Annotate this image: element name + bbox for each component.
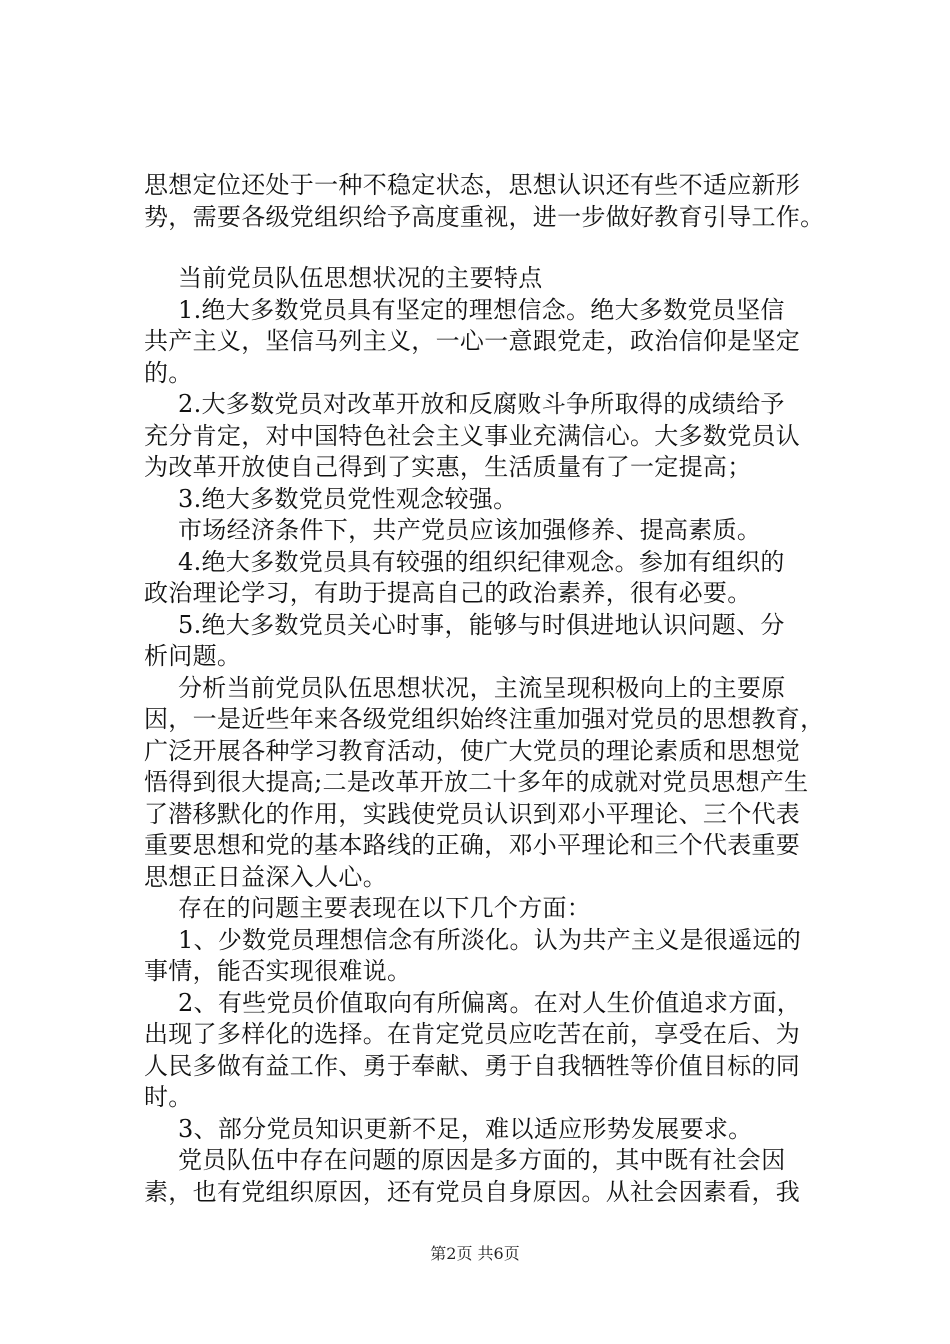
text-line: 共产主义，坚信马列主义，一心一意跟党走，政治信仰是坚定 [144,327,801,355]
text-line: 人民多做有益工作、勇于奉献、勇于自我牺牲等价值目标的同 [144,1051,801,1080]
text-line: 2、有些党员价值取向有所偏离。在对人生价值追求方面， [178,988,802,1017]
text-line: 4.绝大多数党员具有较强的组织纪律观念。参加有组织的 [178,547,785,576]
text-line: 素，也有党组织原因，还有党员自身原因。从社会因素看，我 [144,1177,801,1206]
text-line: 5.绝大多数党员关心时事，能够与时俱进地认识问题、分 [178,610,785,639]
text-line: 因，一是近些年来各级党组织始终注重加强对党员的思想教育， [144,705,825,733]
text-line: 市场经济条件下，共产党员应该加强修养、提高素质。 [178,516,762,544]
text-line: 党员队伍中存在问题的原因是多方面的，其中既有社会因 [178,1146,786,1174]
text-line: 悟得到很大提高;二是改革开放二十多年的成就对党员思想产生 [144,768,809,796]
text-line: 存在的问题主要表现在以下几个方面： [178,894,592,922]
text-line: 充分肯定，对中国特色社会主义事业充满信心。大多数党员认 [144,421,801,450]
text-line: 的。 [144,358,193,387]
paragraph-gap [144,233,816,263]
text-line: 重要思想和党的基本路线的正确，邓小平理论和三个代表重要 [144,831,801,859]
page-number-label: 第2页 共6页 [430,1244,520,1263]
text-line: 思想定位还处于一种不稳定状态，思想认识还有些不适应新形 [144,171,801,199]
text-line: 3.绝大多数党员党性观念较强。 [178,484,518,513]
text-line: 时。 [144,1083,193,1111]
text-line: 了潜移默化的作用，实践使党员认识到邓小平理论、三个代表 [144,799,801,828]
text-line: 2.大多数党员对改革开放和反腐败斗争所取得的成绩给予 [178,390,785,418]
text-line: 析问题。 [144,642,242,670]
text-line: 广泛开展各种学习教育活动，使广大党员的理论素质和思想觉 [144,736,801,765]
text-line: 1.绝大多数党员具有坚定的理想信念。绝大多数党员坚信 [178,295,785,324]
text-line: 事情，能否实现很难说。 [144,957,412,985]
text-line: 1、少数党员理想信念有所淡化。认为共产主义是很遥远的 [178,925,802,954]
page-footer [0,1241,950,1264]
text-line: 为改革开放使自己得到了实惠，生活质量有了一定提高； [144,453,752,481]
document-body [144,170,825,1208]
text-line: 当前党员队伍思想状况的主要特点 [178,264,543,292]
text-line: 政治理论学习，有助于提高自己的政治素养，很有必要。 [144,579,752,607]
text-line: 3、部分党员知识更新不足，难以适应形势发展要求。 [178,1114,753,1143]
text-line: 分析当前党员队伍思想状况，主流呈现积极向上的主要原 [178,673,786,702]
text-line: 思想正日益深入人心。 [144,862,387,891]
text-line: 势，需要各级党组织给予高度重视，进一步做好教育引导工作。 [144,202,825,231]
text-line: 出现了多样化的选择。在肯定党员应吃苦在前，享受在后、为 [144,1020,801,1048]
